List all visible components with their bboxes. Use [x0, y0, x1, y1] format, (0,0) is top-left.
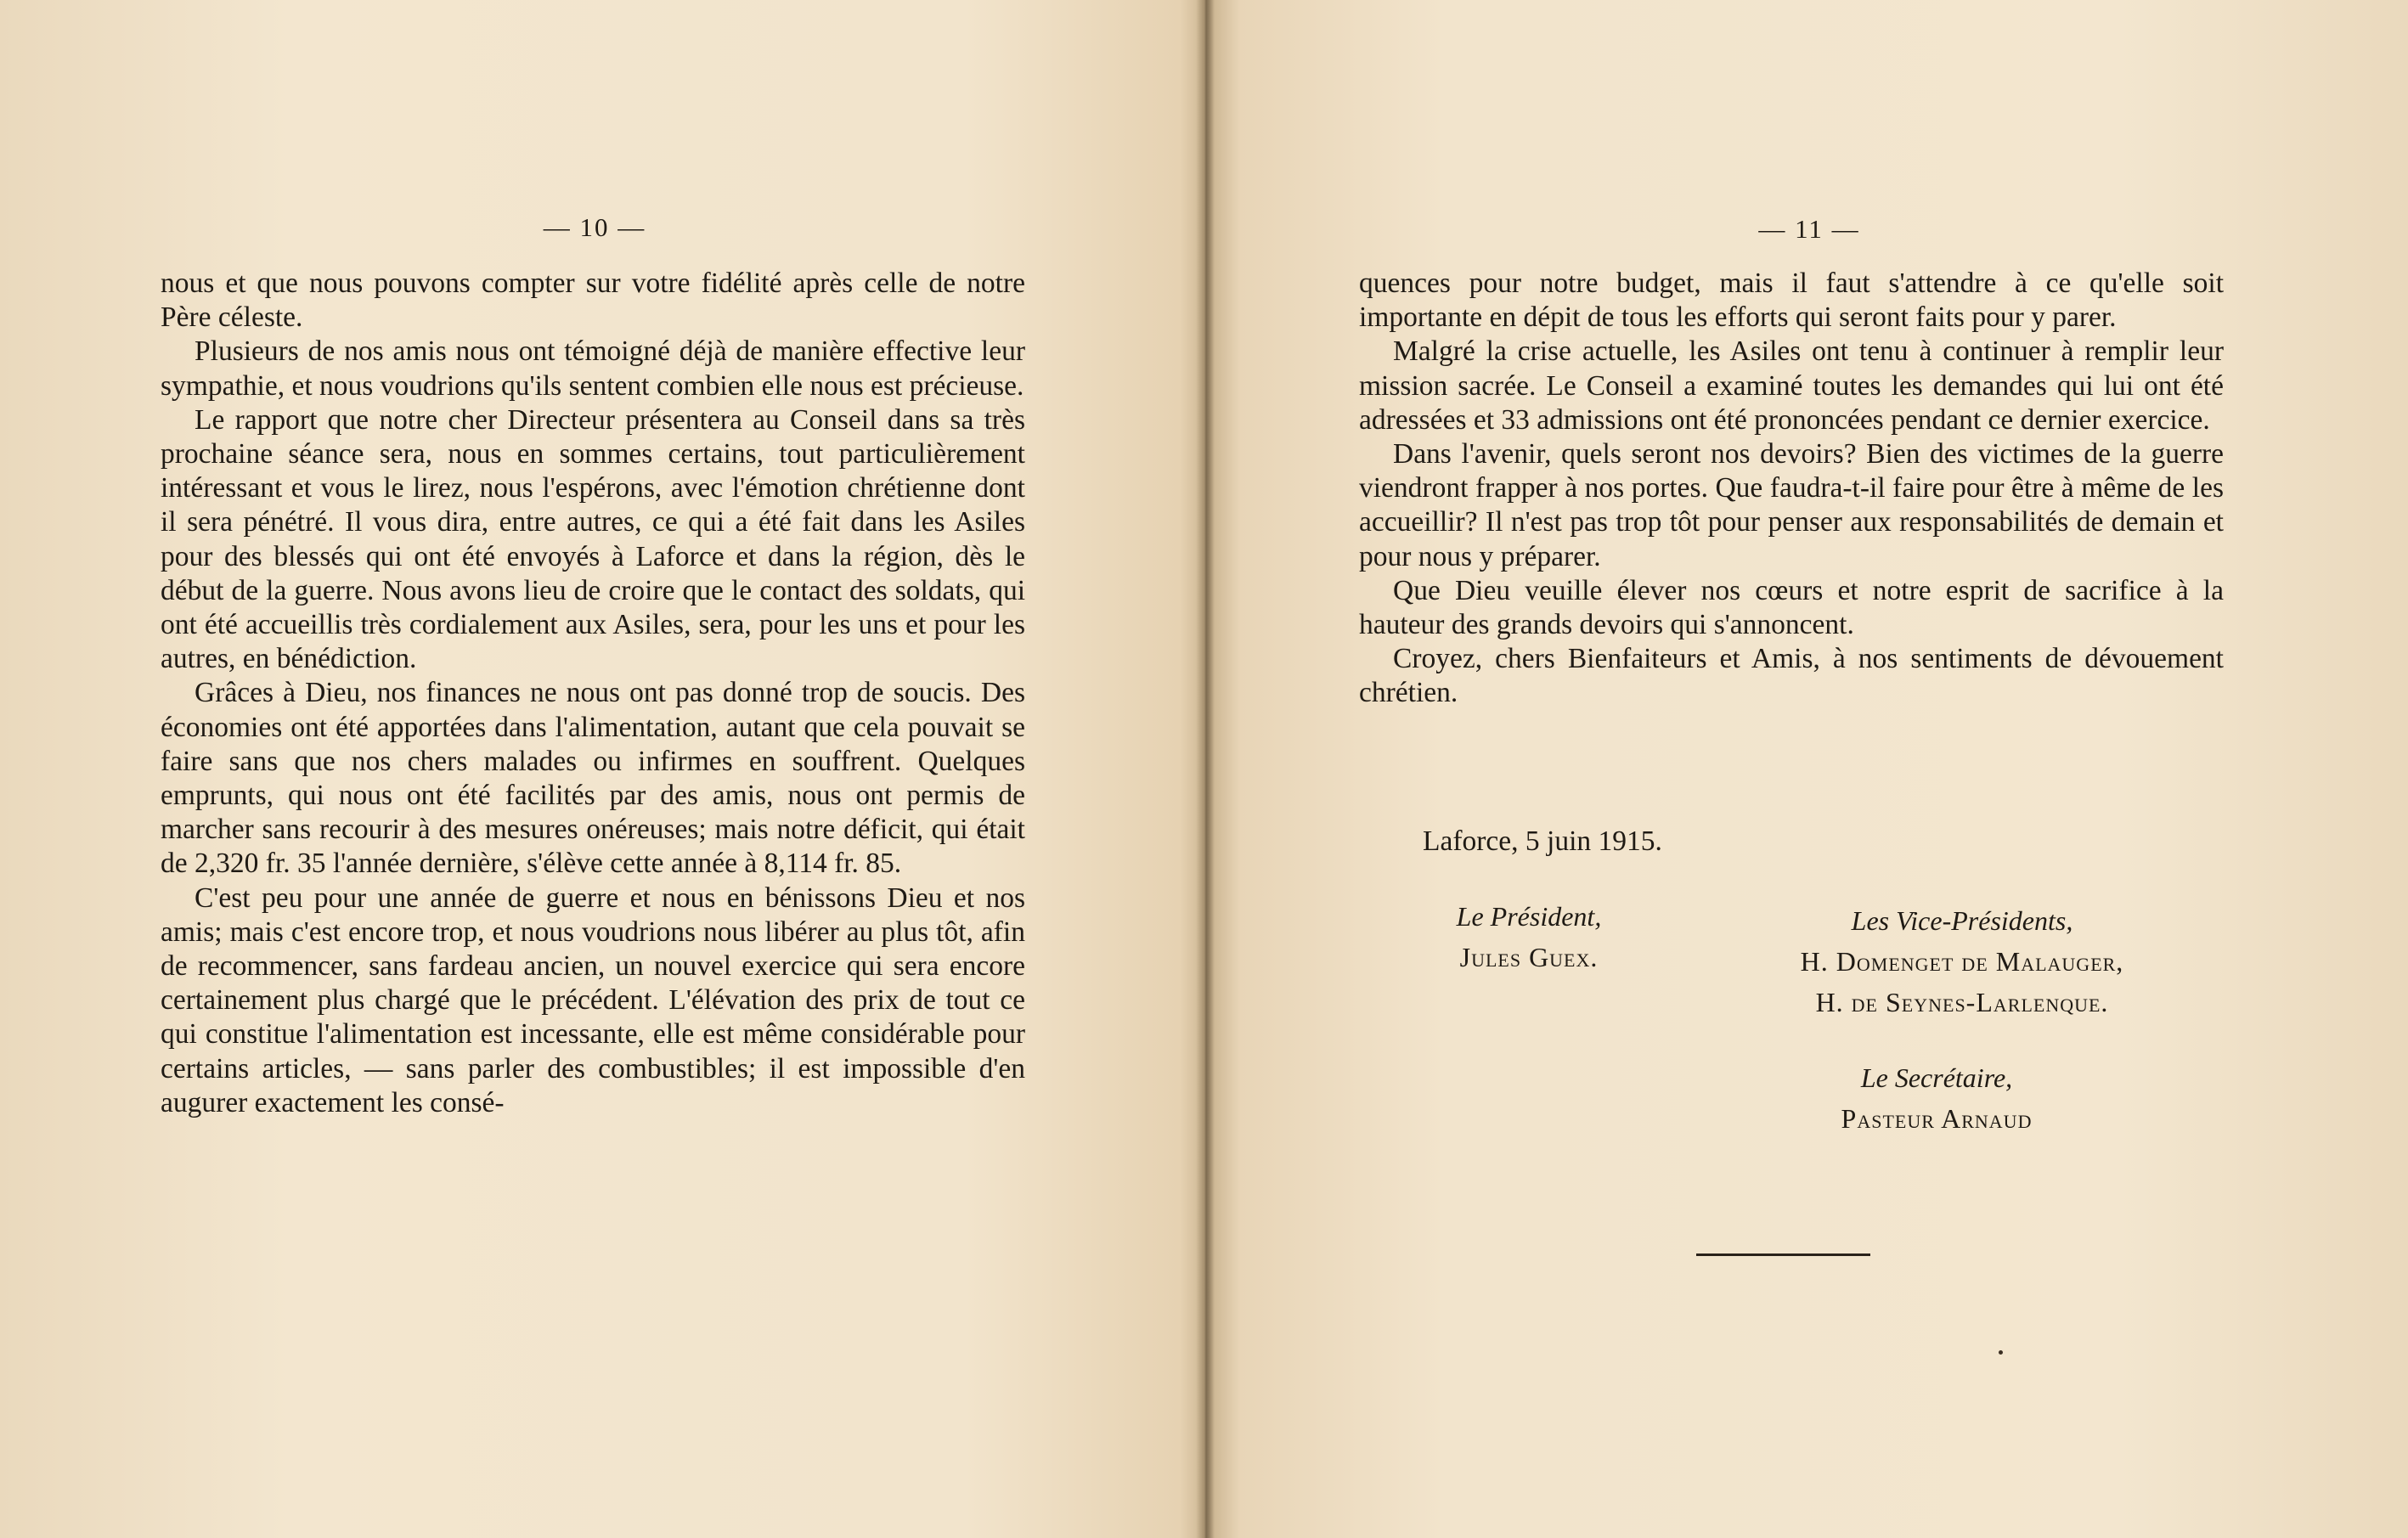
book-gutter: [1196, 0, 1215, 1538]
vice-president-name: H. de Seynes-Larlenque.: [1815, 987, 2109, 1017]
paragraph: Le rapport que notre cher Directeur présentera au Conseil dans sa très prochaine séance sera, nous en sommes certains, tout particulièrement intéressant et vous le lirez, nous l'espérons, avec l'émotion chrétienne dont il sera pénétré. Il vous dira, entre autres, ce qui a été fait dans les Asiles pour des blessés qui ont été envoyés à Laforce et dans la région, dès le début de la guerre. Nous avons lieu de croire que le contact des soldats, qui ont été accueillis très cordialement aux Asiles, sera, pour les uns et pour les autres, en bénédiction.: [161, 403, 1025, 675]
dateline: Laforce, 5 juin 1915.: [1423, 825, 1662, 857]
paragraph: C'est peu pour une année de guerre et nous en bénissons Dieu et nos amis; mais c'est encore trop, et nous voudrions nous libérer au plus tôt, afin de recommencer, sans fardeau ancien, un nouvel exercice qui sera encore certainement plus chargé que le précédent. L'élévation des prix de tout ce qui constitue l'alimentation est incessante, elle est même considérable pour certains articles, — sans parler des combustibles; il est impossible d'en augurer exactement les consé-: [161, 882, 1025, 1118]
paragraph: quences pour notre budget, mais il faut s'attendre à ce qu'elle soit importante en dépit de tous les efforts qui seront faits pour y parer.: [1359, 268, 2224, 334]
vice-presidents-signature: [1741, 900, 2183, 1023]
secretary-signature: [1792, 1057, 2081, 1139]
president-role: Le Président,: [1456, 901, 1602, 932]
closing-rule: [1696, 1253, 1870, 1256]
paragraph: Dans l'avenir, quels seront nos devoirs? Bien des victimes de la guerre viendront frapper à nos portes. Que faudra-t-il faire pour être à même de les accueillir? Il n'est pas trop tôt pour penser aux responsabilités de demain et pour nous y préparer.: [1359, 438, 2224, 572]
paragraph: Croyez, chers Bienfaiteurs et Amis, à nos sentiments de dévouement chrétien.: [1359, 643, 2224, 709]
secretary-role: Le Secrétaire,: [1860, 1062, 2013, 1093]
right-page: [1215, 0, 2408, 1538]
page-number: — 11 —: [1758, 214, 1860, 244]
vice-presidents-role: Les Vice-Présidents,: [1851, 905, 2073, 936]
page-body: [1359, 267, 2224, 711]
president-signature: [1410, 896, 1648, 977]
page-number: — 10 —: [543, 212, 646, 242]
president-name: Jules Guex.: [1459, 942, 1599, 972]
paragraph: Que Dieu veuille élever nos cœurs et notre esprit de sacrifice à la hauteur des grands devoirs qui s'annoncent.: [1359, 574, 2224, 641]
vice-president-name: H. Domenget de Malauger,: [1800, 946, 2124, 977]
paper-speck: [1999, 1350, 2003, 1355]
paragraph: nous et que nous pouvons compter sur votre fidélité après celle de notre Père céleste.: [161, 268, 1025, 334]
paragraph: Malgré la crise actuelle, les Asiles ont tenu à continuer à remplir leur mission sacrée. Le Conseil a examiné toutes les demandes qui lui ont été adressées et 33 admissions ont été prononcées pendant ce dernier exercice.: [1359, 335, 2224, 436]
paragraph: Grâces à Dieu, nos finances ne nous ont pas donné trop de soucis. Des économies ont été apportées dans l'alimentation, autant que cela pouvait se faire sans que nos chers malades ou infirmes en souffrent. Quelques emprunts, qui nous ont été facilités par des amis, nous ont permis de marcher sans recourir à des mesures onéreuses; mais notre déficit, qui était de 2,320 fr. 35 l'année dernière, s'élève cette année à 8,114 fr. 85.: [161, 677, 1025, 880]
secretary-name: Pasteur Arnaud: [1841, 1103, 2033, 1134]
left-page: [0, 0, 1198, 1538]
page-body: [161, 267, 1025, 1120]
paragraph: Plusieurs de nos amis nous ont témoigné déjà de manière effective leur sympathie, et nous voudrions qu'ils sentent combien elle nous est précieuse.: [161, 335, 1025, 402]
